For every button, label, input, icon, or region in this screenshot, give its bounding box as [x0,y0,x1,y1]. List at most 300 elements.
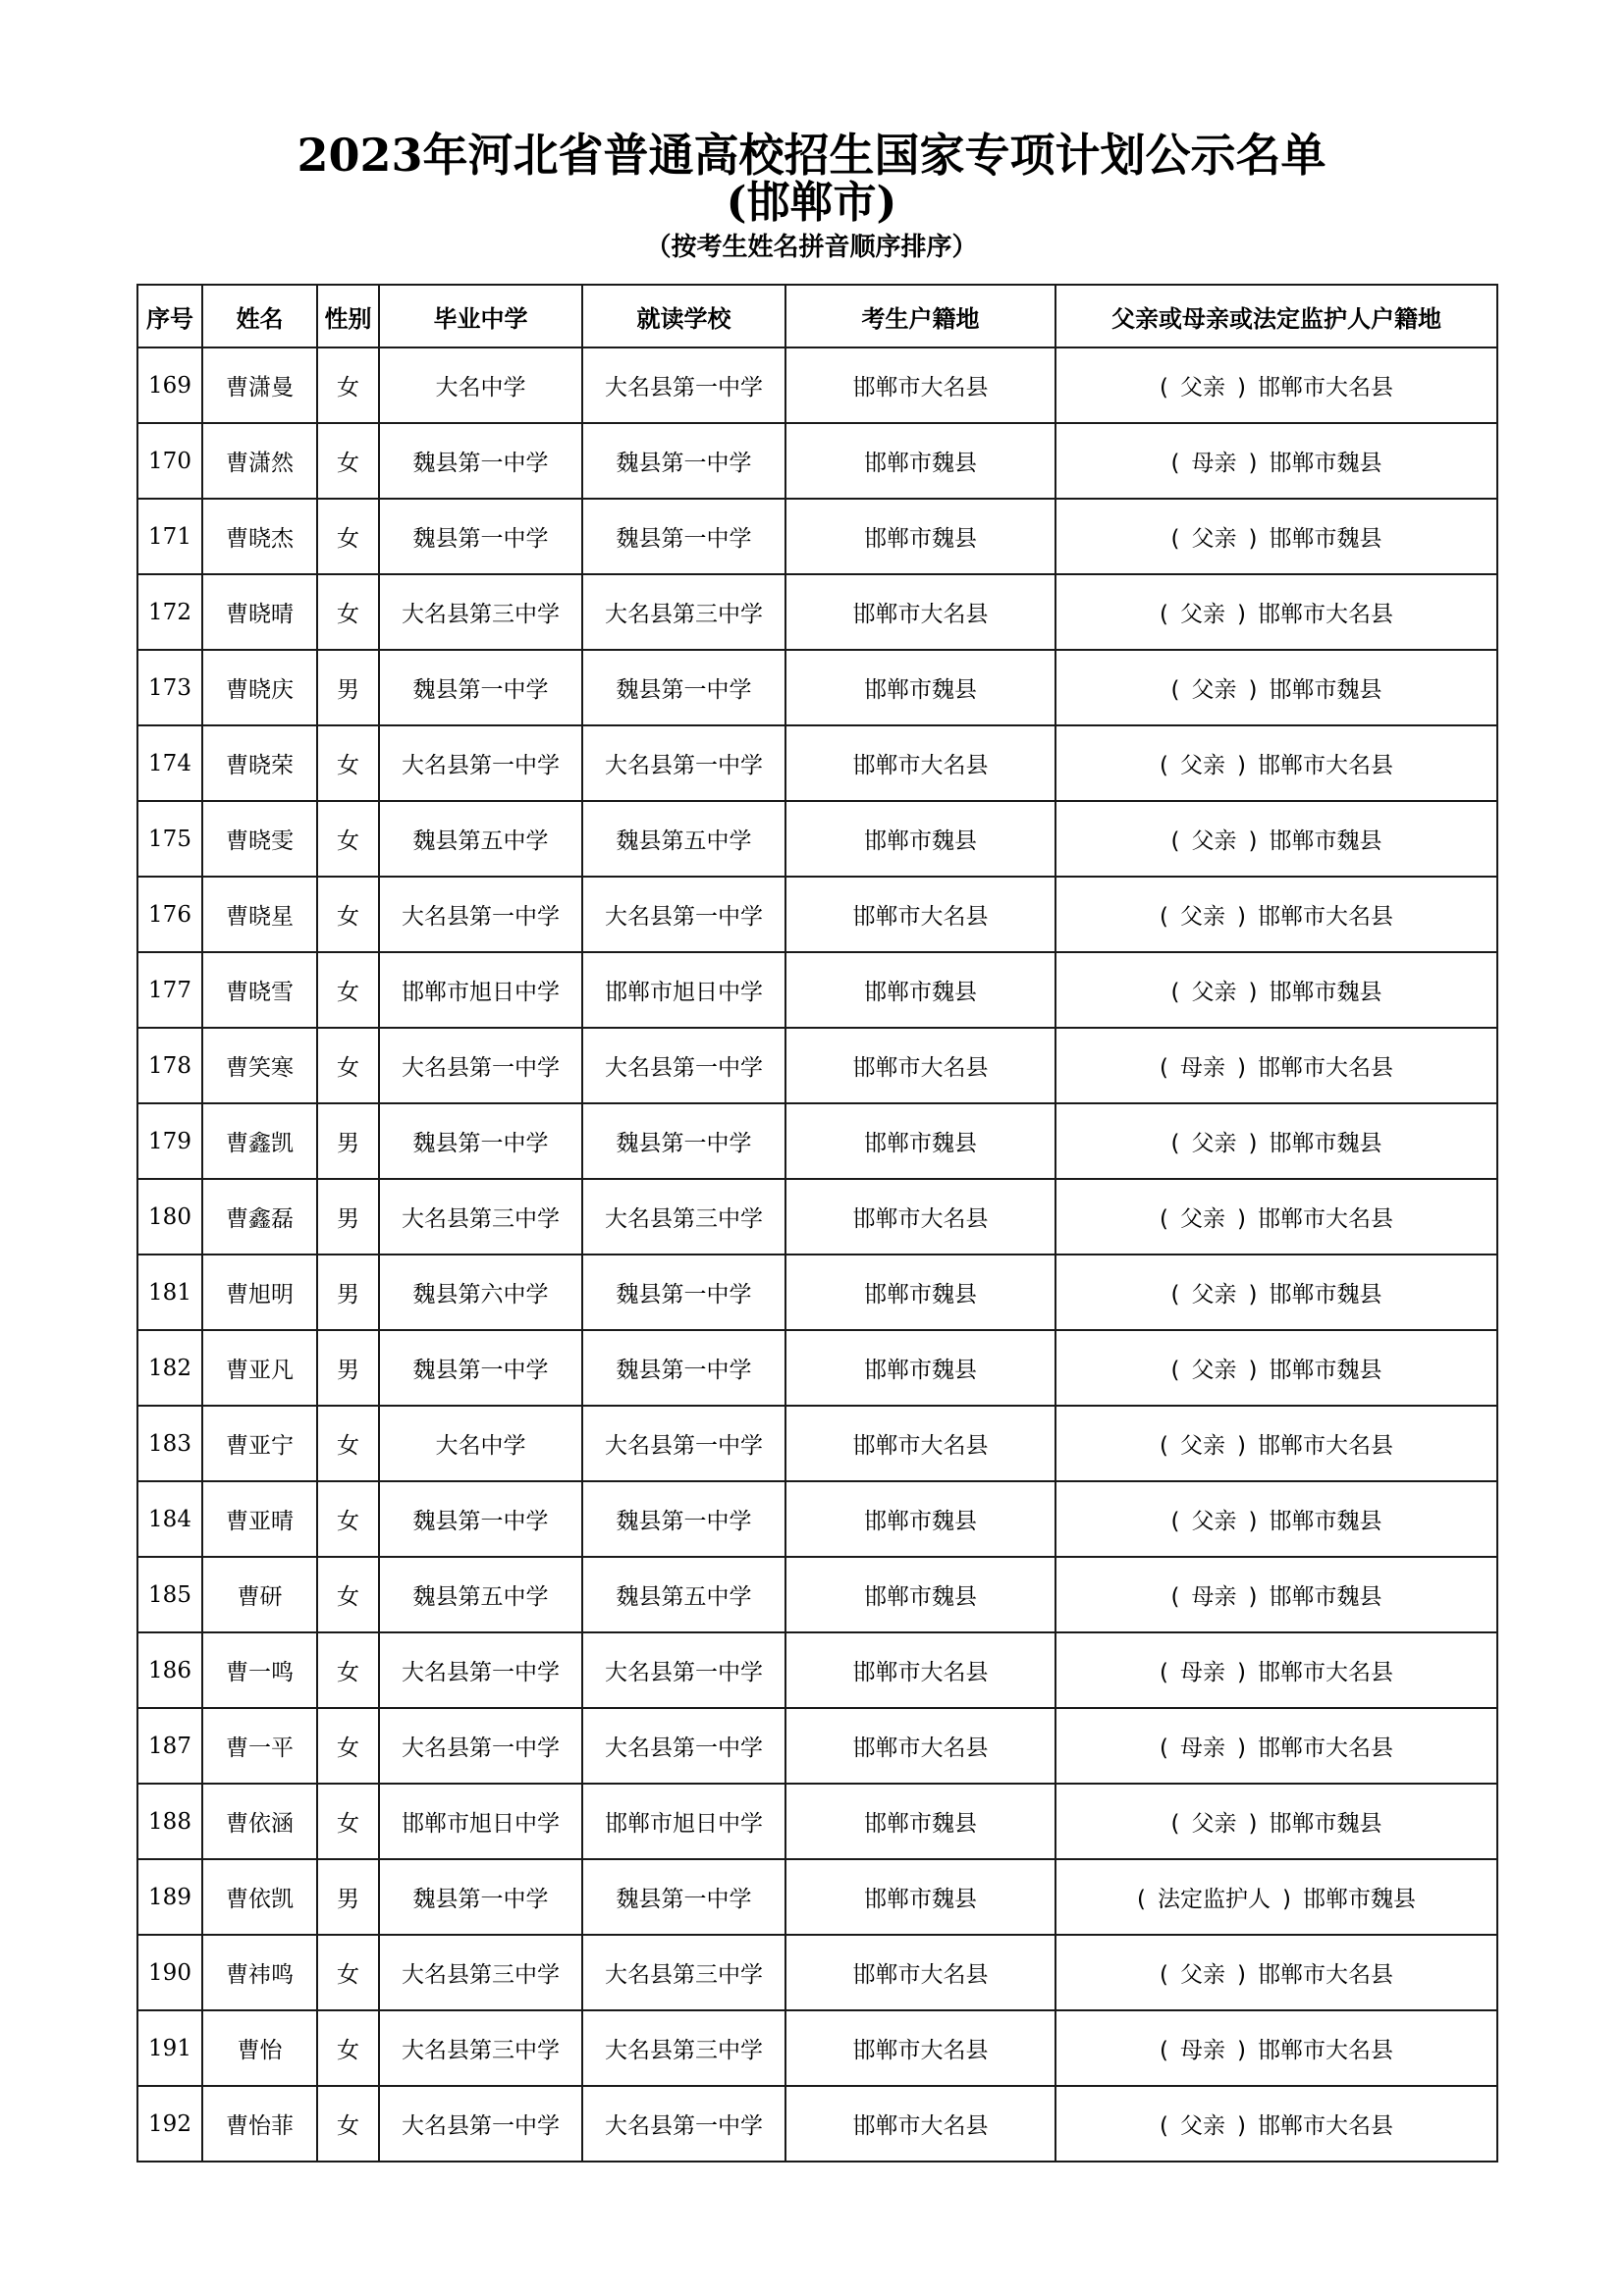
open-paren: ( [1170,1584,1180,1610]
cell-name: 曹笑寒 [202,1028,317,1103]
table-row [137,1859,1497,1935]
cell-guardian-household [1055,1784,1497,1859]
close-paren: ) [1237,1055,1246,1081]
cell-sex: 女 [317,574,379,650]
cell-guardian-household [1055,1330,1497,1406]
cell-grad-school: 大名中学 [379,1406,582,1481]
open-paren: ( [1137,1887,1146,1912]
cell-sex: 女 [317,423,379,499]
cell-name: 曹鑫磊 [202,1179,317,1255]
table-row [137,952,1497,1028]
cell-no: 179 [137,1103,202,1179]
cell-sex: 男 [317,1859,379,1935]
cell-household: 邯郸市魏县 [785,423,1055,499]
close-paren: ) [1248,1282,1258,1308]
cell-guardian-household [1055,2010,1497,2086]
cell-grad-school: 大名县第一中学 [379,877,582,952]
cell-name: 曹晓庆 [202,650,317,725]
table-row [137,1784,1497,1859]
guardian-relation: 父亲 [1191,1131,1237,1156]
guardian-household-place: 邯郸市大名县 [1257,1660,1393,1685]
guardian-relation: 母亲 [1180,1735,1225,1761]
cell-current-school: 大名县第一中学 [582,2086,785,2162]
cell-guardian-household [1055,1935,1497,2010]
guardian-household-place: 邯郸市魏县 [1269,526,1382,552]
cell-household: 邯郸市大名县 [785,1632,1055,1708]
close-paren: ) [1237,904,1246,930]
guardian-relation: 父亲 [1180,904,1225,930]
guardian-relation: 父亲 [1191,1358,1237,1383]
cell-no: 169 [137,347,202,423]
cell-household: 邯郸市魏县 [785,801,1055,877]
guardian-household-place: 邯郸市大名县 [1257,753,1393,778]
cell-sex: 男 [317,1179,379,1255]
cell-grad-school: 魏县第五中学 [379,1557,582,1632]
header-row [137,285,1497,347]
guardian-relation: 父亲 [1180,753,1225,778]
cell-name: 曹晓杰 [202,499,317,574]
open-paren: ( [1160,1735,1168,1761]
cell-name: 曹亚晴 [202,1481,317,1557]
close-paren: ) [1237,1433,1246,1459]
open-paren: ( [1170,451,1180,476]
close-paren: ) [1248,828,1258,854]
cell-grad-school: 大名县第三中学 [379,1179,582,1255]
cell-sex: 女 [317,725,379,801]
close-paren: ) [1282,1887,1291,1912]
cell-household: 邯郸市魏县 [785,1481,1055,1557]
cell-no: 170 [137,423,202,499]
cell-guardian-household [1055,725,1497,801]
cell-grad-school: 魏县第一中学 [379,1481,582,1557]
document-subtitle: (邯郸市) [726,178,897,228]
cell-household: 邯郸市魏县 [785,1557,1055,1632]
cell-current-school: 邯郸市旭日中学 [582,1784,785,1859]
cell-grad-school: 大名中学 [379,347,582,423]
cell-grad-school: 魏县第一中学 [379,1103,582,1179]
cell-guardian-household [1055,574,1497,650]
cell-grad-school: 大名县第三中学 [379,1935,582,2010]
cell-grad-school: 魏县第一中学 [379,650,582,725]
cell-household: 邯郸市魏县 [785,1103,1055,1179]
cell-grad-school: 大名县第一中学 [379,1708,582,1784]
guardian-relation: 父亲 [1180,1962,1225,1988]
cell-name: 曹依涵 [202,1784,317,1859]
close-paren: ) [1248,1584,1258,1610]
open-paren: ( [1160,1962,1168,1988]
guardian-household-place: 邯郸市大名县 [1257,1735,1393,1761]
cell-no: 172 [137,574,202,650]
open-paren: ( [1170,828,1180,854]
cell-household: 邯郸市魏县 [785,1330,1055,1406]
cell-sex: 女 [317,347,379,423]
cell-name: 曹依凯 [202,1859,317,1935]
cell-guardian-household [1055,1179,1497,1255]
cell-household: 邯郸市大名县 [785,1028,1055,1103]
table-row [137,1935,1497,2010]
close-paren: ) [1248,1358,1258,1383]
cell-household: 邯郸市魏县 [785,499,1055,574]
close-paren: ) [1248,980,1258,1005]
cell-household: 邯郸市大名县 [785,877,1055,952]
guardian-household-place: 邯郸市大名县 [1257,375,1393,400]
close-paren: ) [1248,677,1258,703]
close-paren: ) [1248,526,1258,552]
cell-no: 180 [137,1179,202,1255]
table-row [137,1028,1497,1103]
cell-current-school: 大名县第一中学 [582,725,785,801]
header-no: 序号 [137,285,202,347]
cell-name: 曹晓雯 [202,801,317,877]
cell-no: 183 [137,1406,202,1481]
cell-household: 邯郸市大名县 [785,1406,1055,1481]
close-paren: ) [1248,1811,1258,1837]
cell-no: 186 [137,1632,202,1708]
guardian-relation: 法定监护人 [1158,1887,1271,1912]
cell-name: 曹晓晴 [202,574,317,650]
open-paren: ( [1160,1660,1168,1685]
cell-no: 189 [137,1859,202,1935]
cell-guardian-household [1055,347,1497,423]
cell-grad-school: 魏县第一中学 [379,1330,582,1406]
close-paren: ) [1237,1962,1246,1988]
close-paren: ) [1248,451,1258,476]
open-paren: ( [1170,1811,1180,1837]
cell-no: 185 [137,1557,202,1632]
table-row [137,1632,1497,1708]
table-row [137,801,1497,877]
table-row [137,423,1497,499]
cell-name: 曹亚凡 [202,1330,317,1406]
open-paren: ( [1170,677,1180,703]
cell-sex: 女 [317,1784,379,1859]
cell-sex: 女 [317,801,379,877]
close-paren: ) [1237,1660,1246,1685]
close-paren: ) [1248,1509,1258,1534]
open-paren: ( [1160,1206,1168,1232]
close-paren: ) [1237,375,1246,400]
guardian-household-place: 邯郸市大名县 [1257,1055,1393,1081]
open-paren: ( [1160,2038,1168,2063]
cell-sex: 女 [317,499,379,574]
open-paren: ( [1170,526,1180,552]
sort-note: （按考生姓名拼音顺序排序） [645,233,978,262]
guardian-household-place: 邯郸市魏县 [1269,828,1382,854]
cell-household: 邯郸市大名县 [785,1179,1055,1255]
guardian-relation: 父亲 [1180,2113,1225,2139]
open-paren: ( [1160,1055,1168,1081]
cell-guardian-household [1055,1481,1497,1557]
cell-current-school: 大名县第一中学 [582,347,785,423]
open-paren: ( [1170,980,1180,1005]
cell-sex: 女 [317,1632,379,1708]
table-row [137,1406,1497,1481]
cell-sex: 女 [317,1557,379,1632]
cell-guardian-household [1055,1557,1497,1632]
cell-grad-school: 邯郸市旭日中学 [379,1784,582,1859]
cell-guardian-household [1055,952,1497,1028]
header-household: 考生户籍地 [785,285,1055,347]
table-row [137,650,1497,725]
cell-current-school: 大名县第一中学 [582,877,785,952]
cell-name: 曹旭明 [202,1255,317,1330]
cell-guardian-household [1055,1632,1497,1708]
table-row [137,725,1497,801]
close-paren: ) [1237,1206,1246,1232]
cell-grad-school: 大名县第一中学 [379,1028,582,1103]
cell-name: 曹一平 [202,1708,317,1784]
open-paren: ( [1160,602,1168,627]
guardian-household-place: 邯郸市大名县 [1257,1433,1393,1459]
cell-grad-school: 魏县第五中学 [379,801,582,877]
cell-no: 184 [137,1481,202,1557]
table-row [137,1255,1497,1330]
cell-guardian-household [1055,1406,1497,1481]
guardian-household-place: 邯郸市大名县 [1257,2113,1393,2139]
cell-current-school: 魏县第五中学 [582,801,785,877]
cell-no: 181 [137,1255,202,1330]
cell-current-school: 魏县第一中学 [582,1481,785,1557]
roster-table [136,284,1498,2163]
cell-grad-school: 大名县第一中学 [379,725,582,801]
cell-current-school: 魏县第一中学 [582,423,785,499]
guardian-household-place: 邯郸市魏县 [1269,1131,1382,1156]
close-paren: ) [1248,1131,1258,1156]
cell-name: 曹鑫凯 [202,1103,317,1179]
cell-grad-school: 魏县第六中学 [379,1255,582,1330]
header-sex: 性别 [317,285,379,347]
table-row [137,499,1497,574]
cell-household: 邯郸市魏县 [785,1784,1055,1859]
cell-name: 曹祎鸣 [202,1935,317,2010]
cell-no: 190 [137,1935,202,2010]
table-row [137,347,1497,423]
cell-sex: 男 [317,650,379,725]
cell-grad-school: 魏县第一中学 [379,499,582,574]
cell-sex: 女 [317,1481,379,1557]
cell-grad-school: 大名县第一中学 [379,1632,582,1708]
cell-household: 邯郸市大名县 [785,1708,1055,1784]
guardian-relation: 母亲 [1180,1660,1225,1685]
close-paren: ) [1237,2113,1246,2139]
guardian-relation: 母亲 [1180,1055,1225,1081]
header-guardian-household: 父亲或母亲或法定监护人户籍地 [1055,285,1497,347]
cell-current-school: 大名县第三中学 [582,574,785,650]
cell-guardian-household [1055,1028,1497,1103]
cell-no: 191 [137,2010,202,2086]
open-paren: ( [1160,753,1168,778]
table-row [137,1179,1497,1255]
guardian-household-place: 邯郸市魏县 [1269,1509,1382,1534]
guardian-household-place: 邯郸市魏县 [1269,1584,1382,1610]
guardian-relation: 父亲 [1191,980,1237,1005]
cell-name: 曹潇然 [202,423,317,499]
cell-guardian-household [1055,1103,1497,1179]
cell-name: 曹潇曼 [202,347,317,423]
cell-household: 邯郸市魏县 [785,1255,1055,1330]
cell-name: 曹研 [202,1557,317,1632]
cell-sex: 女 [317,2086,379,2162]
cell-name: 曹一鸣 [202,1632,317,1708]
cell-no: 176 [137,877,202,952]
guardian-relation: 父亲 [1191,1282,1237,1308]
guardian-household-place: 邯郸市魏县 [1269,980,1382,1005]
cell-sex: 女 [317,1028,379,1103]
cell-current-school: 大名县第三中学 [582,1935,785,2010]
guardian-relation: 父亲 [1191,828,1237,854]
cell-current-school: 大名县第三中学 [582,1179,785,1255]
cell-no: 177 [137,952,202,1028]
cell-current-school: 魏县第一中学 [582,1330,785,1406]
cell-current-school: 魏县第一中学 [582,499,785,574]
cell-household: 邯郸市魏县 [785,1859,1055,1935]
cell-grad-school: 大名县第三中学 [379,2010,582,2086]
cell-household: 邯郸市大名县 [785,347,1055,423]
table-row [137,574,1497,650]
cell-current-school: 大名县第一中学 [582,1708,785,1784]
cell-household: 邯郸市大名县 [785,574,1055,650]
open-paren: ( [1160,1433,1168,1459]
cell-sex: 男 [317,1255,379,1330]
guardian-household-place: 邯郸市大名县 [1257,1962,1393,1988]
guardian-household-place: 邯郸市大名县 [1257,602,1393,627]
open-paren: ( [1170,1509,1180,1534]
cell-current-school: 大名县第一中学 [582,1028,785,1103]
cell-no: 182 [137,1330,202,1406]
cell-household: 邯郸市大名县 [785,1935,1055,2010]
cell-current-school: 大名县第一中学 [582,1406,785,1481]
roster-body [137,347,1497,2162]
guardian-household-place: 邯郸市魏县 [1269,1811,1382,1837]
cell-guardian-household [1055,650,1497,725]
header-current-school: 就读学校 [582,285,785,347]
cell-current-school: 大名县第一中学 [582,1632,785,1708]
cell-guardian-household [1055,801,1497,877]
open-paren: ( [1170,1282,1180,1308]
table-row [137,1330,1497,1406]
guardian-household-place: 邯郸市魏县 [1269,677,1382,703]
cell-name: 曹晓荣 [202,725,317,801]
cell-current-school: 邯郸市旭日中学 [582,952,785,1028]
cell-sex: 男 [317,1103,379,1179]
cell-no: 173 [137,650,202,725]
cell-no: 192 [137,2086,202,2162]
cell-grad-school: 魏县第一中学 [379,1859,582,1935]
cell-name: 曹亚宁 [202,1406,317,1481]
cell-guardian-household [1055,499,1497,574]
cell-household: 邯郸市魏县 [785,650,1055,725]
header-name: 姓名 [202,285,317,347]
cell-sex: 女 [317,2010,379,2086]
cell-current-school: 大名县第三中学 [582,2010,785,2086]
open-paren: ( [1160,904,1168,930]
document-title: 2023年河北省普通高校招生国家专项计划公示名单 [297,129,1326,182]
guardian-household-place: 邯郸市魏县 [1269,1282,1382,1308]
cell-grad-school: 大名县第三中学 [379,574,582,650]
guardian-relation: 父亲 [1180,1206,1225,1232]
guardian-relation: 父亲 [1191,1509,1237,1534]
cell-sex: 女 [317,1935,379,2010]
cell-no: 174 [137,725,202,801]
open-paren: ( [1170,1131,1180,1156]
cell-household: 邯郸市大名县 [785,725,1055,801]
cell-guardian-household [1055,1859,1497,1935]
guardian-relation: 父亲 [1191,526,1237,552]
guardian-relation: 父亲 [1180,375,1225,400]
cell-current-school: 魏县第一中学 [582,1103,785,1179]
cell-current-school: 魏县第一中学 [582,1859,785,1935]
cell-current-school: 魏县第五中学 [582,1557,785,1632]
close-paren: ) [1237,753,1246,778]
guardian-household-place: 邯郸市大名县 [1257,1206,1393,1232]
table-row [137,2010,1497,2086]
guardian-relation: 父亲 [1180,1433,1225,1459]
cell-guardian-household [1055,1708,1497,1784]
cell-household: 邯郸市魏县 [785,952,1055,1028]
guardian-household-place: 邯郸市魏县 [1269,1358,1382,1383]
cell-no: 175 [137,801,202,877]
cell-sex: 女 [317,1708,379,1784]
open-paren: ( [1160,2113,1168,2139]
cell-sex: 男 [317,1330,379,1406]
open-paren: ( [1170,1358,1180,1383]
cell-current-school: 魏县第一中学 [582,1255,785,1330]
cell-guardian-household [1055,1255,1497,1330]
cell-no: 178 [137,1028,202,1103]
cell-sex: 女 [317,952,379,1028]
guardian-household-place: 邯郸市大名县 [1257,904,1393,930]
guardian-household-place: 邯郸市魏县 [1302,1887,1416,1912]
cell-name: 曹晓雪 [202,952,317,1028]
cell-grad-school: 邯郸市旭日中学 [379,952,582,1028]
cell-sex: 女 [317,877,379,952]
cell-grad-school: 魏县第一中学 [379,423,582,499]
cell-guardian-household [1055,423,1497,499]
table-row [137,1708,1497,1784]
cell-name: 曹怡菲 [202,2086,317,2162]
cell-no: 187 [137,1708,202,1784]
table-row [137,1557,1497,1632]
guardian-relation: 父亲 [1191,1811,1237,1837]
cell-guardian-household [1055,877,1497,952]
cell-no: 171 [137,499,202,574]
cell-no: 188 [137,1784,202,1859]
close-paren: ) [1237,2038,1246,2063]
open-paren: ( [1160,375,1168,400]
guardian-relation: 母亲 [1191,1584,1237,1610]
table-row [137,1481,1497,1557]
header-grad-school: 毕业中学 [379,285,582,347]
close-paren: ) [1237,602,1246,627]
cell-name: 曹晓星 [202,877,317,952]
close-paren: ) [1237,1735,1246,1761]
guardian-relation: 母亲 [1191,451,1237,476]
cell-current-school: 魏县第一中学 [582,650,785,725]
cell-household: 邯郸市大名县 [785,2086,1055,2162]
guardian-household-place: 邯郸市魏县 [1269,451,1382,476]
cell-grad-school: 大名县第一中学 [379,2086,582,2162]
cell-sex: 女 [317,1406,379,1481]
table-row [137,877,1497,952]
cell-household: 邯郸市大名县 [785,2010,1055,2086]
table-row [137,2086,1497,2162]
guardian-relation: 父亲 [1180,602,1225,627]
guardian-relation: 母亲 [1180,2038,1225,2063]
guardian-relation: 父亲 [1191,677,1237,703]
cell-guardian-household [1055,2086,1497,2162]
table-row [137,1103,1497,1179]
guardian-household-place: 邯郸市大名县 [1257,2038,1393,2063]
